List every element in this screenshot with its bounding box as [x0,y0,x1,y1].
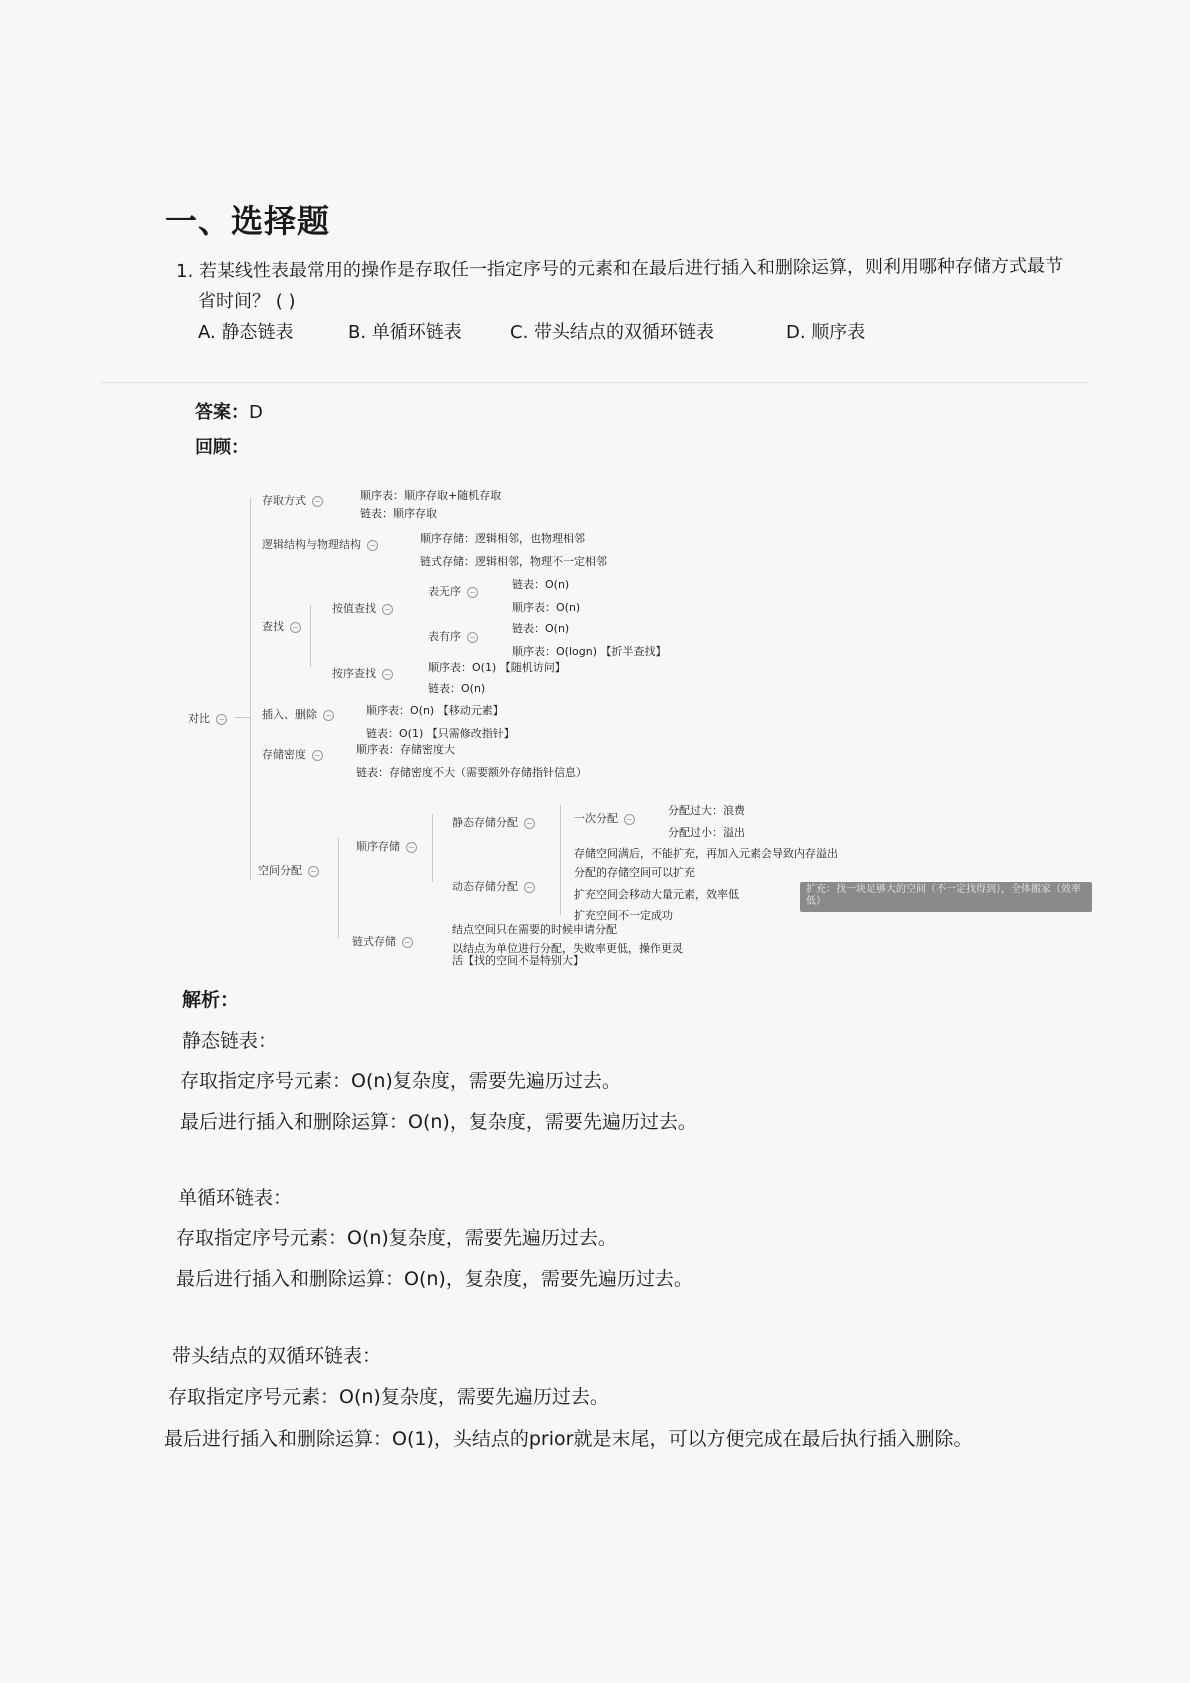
answer-label: 答案： [195,402,249,423]
mm-lp-link: 链式存储：逻辑相邻，物理不一定相邻 [420,555,607,568]
mm-too-small: 分配过小：溢出 [668,826,745,839]
review-label: 回顾： [195,437,249,458]
mm-by-value: 按值查找 − [332,600,393,616]
mm-logic-physical: 逻辑结构与物理结构 − [262,536,378,552]
answer-value: D [249,402,263,423]
mm-insert-delete: 插入、删除 − [262,706,334,722]
option-c: C. 带头结点的双循环链表 [510,322,715,343]
mm-by-index: 按序查找 − [332,665,393,681]
analysis-title: 解析： [182,989,240,1011]
mm-link1: 结点空间只在需要的时候申请分配 [452,923,617,936]
mm-by-index-link: 链表：O(n) [428,682,486,695]
analysis-block3-line1: 存取指定序号元素：O(n)复杂度，需要先遍历过去。 [168,1386,609,1408]
mm-ordered-link: 链表：O(n) [512,622,570,635]
mm-access-mode: 存取方式 − [262,492,323,508]
analysis-block2-line2: 最后进行插入和删除运算：O(n)，复杂度，需要先遍历过去。 [176,1268,693,1290]
analysis-block1-line1: 存取指定序号元素：O(n)复杂度，需要先遍历过去。 [180,1070,621,1092]
mm-density-link: 链表：存储密度不大（需要额外存储指针信息） [356,766,587,779]
mm-ordered-seq: 顺序表：O(logn) 【折半查找】 [512,645,667,658]
mm-once-alloc: 一次分配 − [574,810,635,826]
section-title: 一、选择题 [165,202,331,240]
mm-dyn1: 分配的存储空间可以扩充 [574,866,695,879]
mm-unordered-link: 链表：O(n) [512,578,570,591]
mm-id-link: 链表：O(1) 【只需修改指针】 [366,727,515,740]
analysis-block3-name: 带头结点的双循环链表： [172,1345,382,1367]
question-stem-line1: 1. 若某线性表最常用的操作是存取任一指定序号的元素和在最后进行插入和删除运算，则利用哪种存储方式最节 [176,255,1064,282]
mm-unordered-seq: 顺序表：O(n) [512,601,581,614]
option-b: B. 单循环链表 [348,322,462,343]
answer-line [195,398,263,424]
option-d: D. 顺序表 [786,322,866,343]
analysis-block2-name: 单循环链表： [178,1187,293,1209]
mm-by-index-seq: 顺序表：O(1) 【随机访问】 [428,661,566,674]
mm-access-link: 链表：顺序存取 [360,507,437,520]
mm-density-seq: 顺序表：存储密度大 [356,743,455,756]
mm-too-big: 分配过大：浪费 [668,804,745,817]
mm-density: 存储密度 − [262,746,323,762]
analysis-block1-line2: 最后进行插入和删除运算：O(n)，复杂度，需要先遍历过去。 [180,1111,697,1133]
mm-search: 查找 − [262,618,301,634]
mm-dyn2: 扩充空间会移动大量元素，效率低 [574,888,739,901]
mm-lp-seq: 顺序存储：逻辑相邻，也物理相邻 [420,532,585,545]
option-a: A. 静态链表 [198,322,294,343]
analysis-block1-name: 静态链表： [182,1030,278,1052]
analysis-block3-line2: 最后进行插入和删除运算：O(1)，头结点的prior就是末尾，可以方便完成在最后执行插入删除。 [164,1428,973,1450]
mm-link-store: 链式存储 − [352,933,413,949]
mm-space: 空间分配 − [258,862,319,878]
mm-id-seq: 顺序表：O(n) 【移动元素】 [366,704,504,717]
mm-expand-note: 扩充：找一块足够大的空间（不一定找得到），全体搬家（效率低） [800,882,1092,912]
mm-dynamic-alloc: 动态存储分配 − [452,878,535,894]
divider [100,382,1090,383]
mm-unordered: 表无序 − [428,583,478,599]
mm-access-seq: 顺序表：顺序存取+随机存取 [360,489,502,502]
mm-link2: 以结点为单位进行分配，失败率更低，操作更灵活【找的空间不是特别大】 [452,942,683,967]
mm-root: 对比 − [188,710,227,726]
mm-ordered: 表有序 − [428,628,478,644]
mm-seq-store: 顺序存储 − [356,838,417,854]
mm-static-alloc: 静态存储分配 − [452,814,535,830]
mm-dyn3: 扩充空间不一定成功 [574,909,673,922]
question-stem-line2: 省时间？ ( ) [198,291,296,312]
mm-full-note: 存储空间满后，不能扩充，再加入元素会导致内存溢出 [574,847,838,860]
analysis-block2-line1: 存取指定序号元素：O(n)复杂度，需要先遍历过去。 [176,1227,617,1249]
